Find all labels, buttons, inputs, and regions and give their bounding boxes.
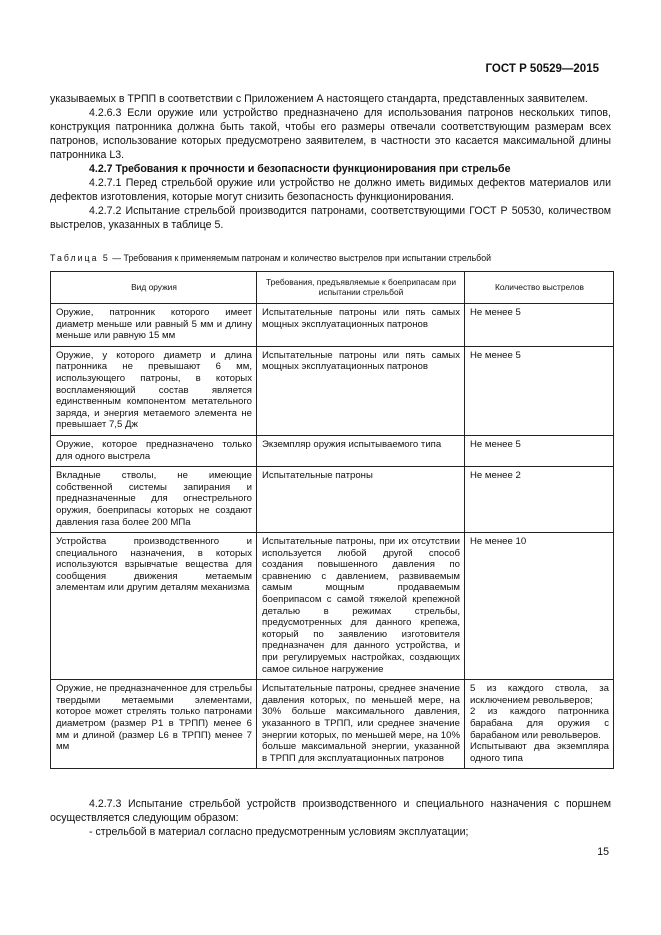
closing-text	[50, 797, 611, 839]
table-caption-label: Таблица 5	[50, 253, 110, 263]
table-row	[51, 435, 614, 466]
header-weapon-type: Вид оружия	[51, 272, 257, 304]
paragraph-continuation: указываемых в ТРПП в соответствии с Приложением А настоящего стандарта, представленных заявителем.	[50, 93, 588, 105]
table-row	[51, 467, 614, 533]
table-caption-text: — Требования к применяемым патронам и количество выстрелов при испытании стрельбой	[109, 253, 492, 263]
header-ammo-requirements: Требования, предъявляемые к боеприпасам при испытании стрельбой	[257, 272, 465, 304]
paragraph-4-2-6-3: 4.2.6.3 Если оружие или устройство предназначено для использования патронов нескольких типов, конструкция патронника должна быть такой, чтобы его размеры отвечали соответствующим размерам всех патронов, использование которых предусмотрено заявителем, в частности это касается максимальной длины патронника L3.	[50, 107, 611, 161]
header-shot-count: Количество выстрелов	[465, 272, 614, 304]
table-row	[51, 533, 614, 680]
cell-ammo-requirements: Экземпляр оружия испытываемого типа	[257, 435, 465, 466]
cell-shot-count: Не менее 5	[465, 435, 614, 466]
cell-shot-count: Не менее 2	[465, 467, 614, 533]
table-header-row	[51, 272, 614, 304]
table-row	[51, 680, 614, 769]
cell-weapon-type: Оружие, патронник которого имеет диаметр меньше или равный 5 мм и длину меньше или равную 15 мм	[51, 304, 257, 347]
table-caption	[50, 253, 611, 264]
table-row	[51, 304, 614, 347]
cell-ammo-requirements: Испытательные патроны, среднее значение давления которых, по меньшей мере, на 30% больше максимального давления, указанного в ТРПП, или среднее значение энергии которых, по меньшей мере, на 10% больше максимальной энергии, указанной в ТРПП для эксплуатационных патронов	[257, 680, 465, 769]
paragraph-4-2-7-1: 4.2.7.1 Перед стрельбой оружие или устройство не должно иметь видимых дефектов материалов или дефектов изготовления, которые могут снизить безопасность функционирования.	[50, 177, 611, 203]
cell-shot-count: Не менее 5	[465, 346, 614, 435]
cell-weapon-type: Вкладные стволы, не имеющие собственной системы запирания и предназначенные для огнестрельного оружия, боеприпасы которых не создают давления газа более 200 МПа	[51, 467, 257, 533]
cell-shot-count	[465, 680, 614, 769]
cell-shot-count-text: 5 из каждого ствола, за исключением револьверов; 2 из каждого патронника барабана для оружия с барабаном или револьверов. Испытывают два экземпляра одного типа	[470, 683, 609, 764]
paragraph-4-2-7-3: 4.2.7.3 Испытание стрельбой устройств производственного и специального назначения с поршнем осуществляется следующим образом:	[50, 798, 611, 824]
requirements-table	[50, 271, 614, 769]
page-number: 15	[597, 846, 609, 858]
list-item-shooting: - стрельбой в материал согласно предусмотренным условиям эксплуатации;	[89, 826, 469, 838]
cell-ammo-requirements: Испытательные патроны или пять самых мощных эксплуатационных патронов	[257, 346, 465, 435]
cell-shot-count: Не менее 10	[465, 533, 614, 680]
main-text	[50, 92, 611, 232]
cell-weapon-type: Оружие, не предназначенное для стрельбы твердыми метаемыми элементами, которое может стрелять только патронами диаметром (размер Р1 в ТРПП) менее 6 мм и длиной (размер L6 в ТРПП) менее 7 мм	[51, 680, 257, 769]
cell-shot-count: Не менее 5	[465, 304, 614, 347]
cell-weapon-type: Оружие, у которого диаметр и длина патронника не превышают 6 мм, использующего патроны, в которых воспламеняющий состав является единственным компонентом метательного заряда, и энергия метаемого элемента не превышает 7,5 Дж	[51, 346, 257, 435]
paragraph-4-2-7-2: 4.2.7.2 Испытание стрельбой производится патронами, соответствующими ГОСТ Р 50530, количеством выстрелов, указанных в таблице 5.	[50, 205, 611, 231]
cell-weapon-type: Оружие, которое предназначено только для одного выстрела	[51, 435, 257, 466]
standard-header: ГОСТ Р 50529—2015	[485, 63, 599, 75]
cell-ammo-requirements: Испытательные патроны	[257, 467, 465, 533]
cell-ammo-requirements: Испытательные патроны, при их отсутствии используется любой другой способ создания повышенного давления по сравнению с давлением, развиваемым самым мощным продаваемым боеприпасом с самой тяжелой крепежной деталью в режимах стрельбы, предусмотренных для данного крепежа, который по заявлению изготовителя предназначен для данного устройства, и при регулируемых настройках, создающих самое сильное нагружение	[257, 533, 465, 680]
section-heading-4-2-7: 4.2.7 Требования к прочности и безопасности функционирования при стрельбе	[89, 163, 511, 175]
cell-ammo-requirements: Испытательные патроны или пять самых мощных эксплуатационных патронов	[257, 304, 465, 347]
cell-weapon-type: Устройства производственного и специального назначения, в которых используются взрывчатые вещества для сообщения движения метаемым элементам или другим деталям механизма	[51, 533, 257, 680]
table-row	[51, 346, 614, 435]
